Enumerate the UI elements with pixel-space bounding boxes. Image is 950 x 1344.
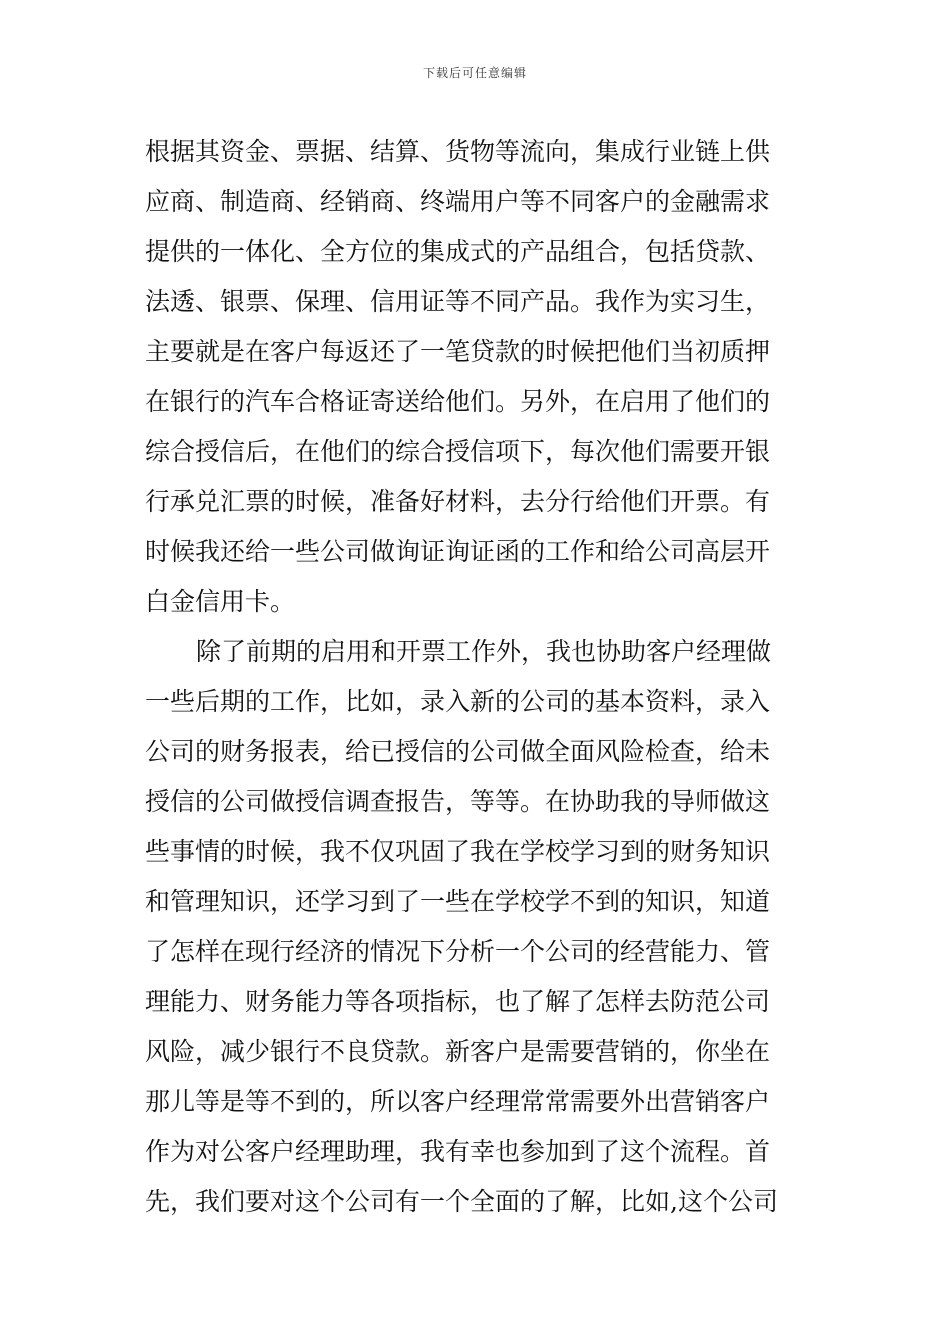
text-line: 先，我们要对这个公司有一个全面的了解，比如,这个公司 [145,1187,778,1216]
text-line: 根据其资金、票据、结算、货物等流向，集成行业链上供 [145,137,771,166]
document-body [145,127,810,1227]
text-line: 提供的一体化、全方位的集成式的产品组合，包括贷款、 [145,237,771,266]
text-line: 行承兑汇票的时候，准备好材料，去分行给他们开票。有 [145,487,771,516]
text-line: 一些后期的工作，比如，录入新的公司的基本资料，录入 [145,687,771,716]
text-line: 了怎样在现行经济的情况下分析一个公司的经营能力、管 [145,937,771,966]
text-line: 授信的公司做授信调查报告，等等。在协助我的导师做这 [145,787,771,816]
page-header: 下载后可任意编辑 [422,66,527,80]
text-line: 理能力、财务能力等各项指标，也了解了怎样去防范公司 [145,987,771,1016]
paragraph-first-line: 除了前期的启用和开票工作外，我也协助客户经理做 [196,637,772,666]
text-line: 些事情的时候，我不仅巩固了我在学校学习到的财务知识 [145,837,771,866]
text-line: 综合授信后，在他们的综合授信项下，每次他们需要开银 [145,437,771,466]
text-line: 时候我还给一些公司做询证询证函的工作和给公司高层开 [145,537,771,566]
text-line: 应商、制造商、经销商、终端用户等不同客户的金融需求 [145,187,771,216]
text-line: 和管理知识，还学习到了一些在学校学不到的知识，知道 [145,887,771,916]
text-line: 在银行的汽车合格证寄送给他们。另外，在启用了他们的 [145,387,771,416]
text-line: 那儿等是等不到的，所以客户经理常常需要外出营销客户 [145,1087,771,1116]
text-line: 风险，减少银行不良贷款。新客户是需要营销的，你坐在 [145,1037,771,1066]
text-line: 公司的财务报表，给已授信的公司做全面风险检查，给未 [145,737,771,766]
text-line: 作为对公客户经理助理，我有幸也参加到了这个流程。首 [145,1137,771,1166]
text-line: 法透、银票、保理、信用证等不同产品。我作为实习生， [145,287,771,316]
text-line: 白金信用卡。 [145,587,296,616]
text-line: 主要就是在客户每返还了一笔贷款的时候把他们当初质押 [145,337,771,366]
